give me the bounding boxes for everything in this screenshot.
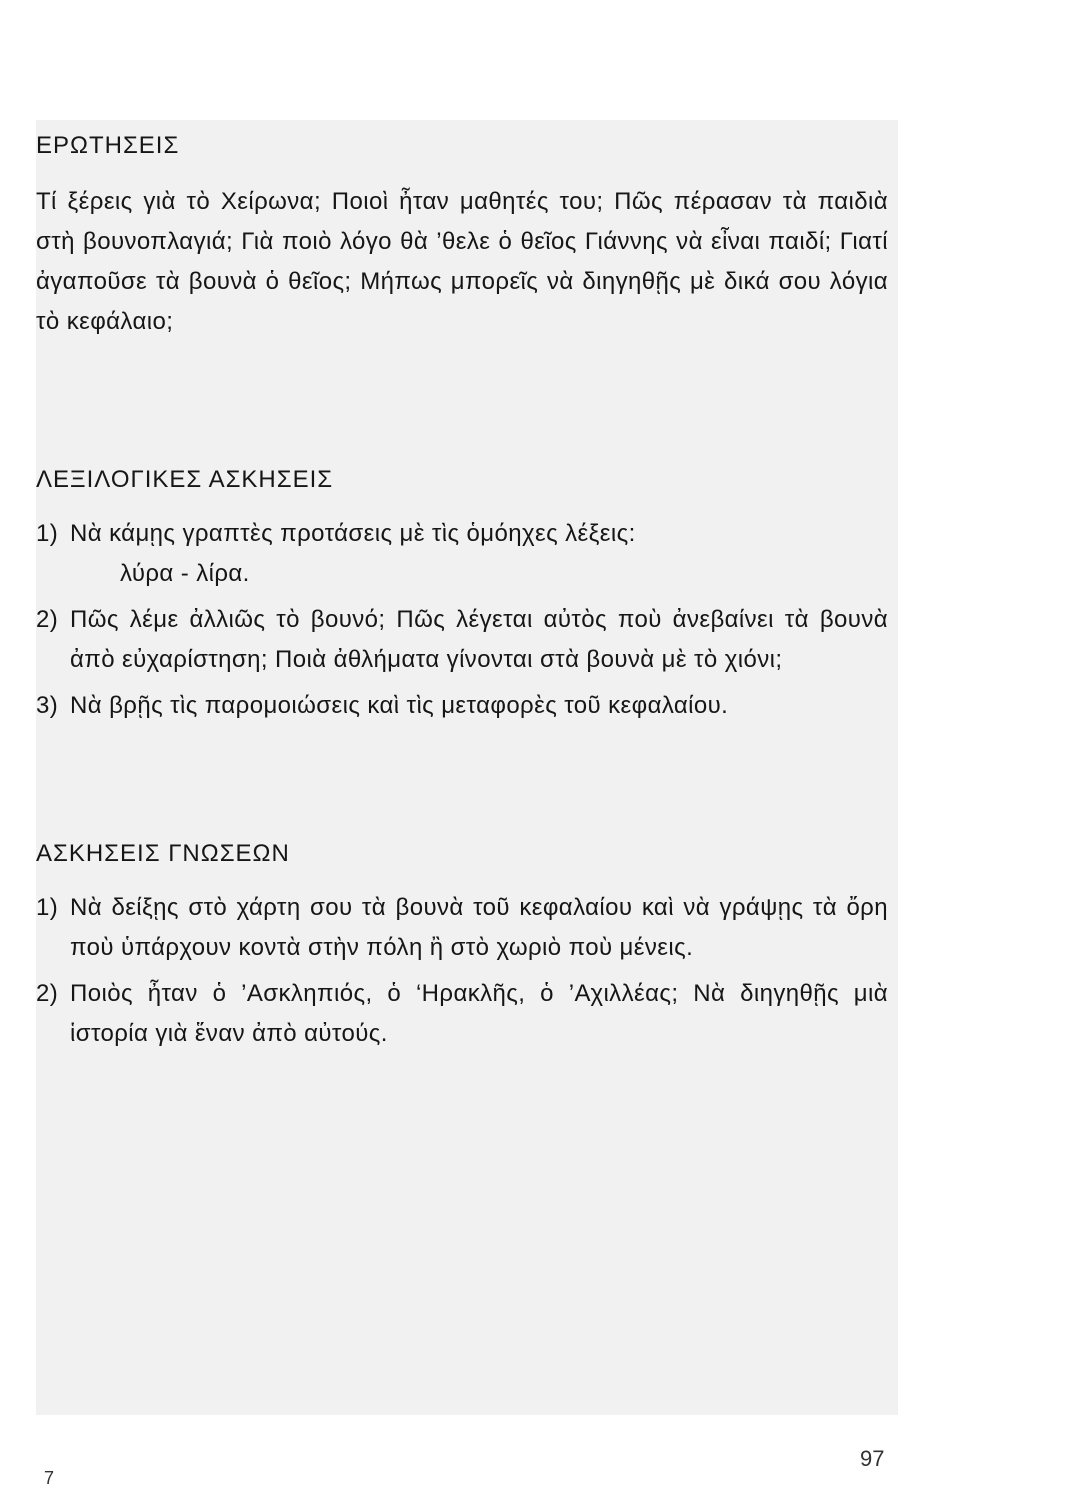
exercise-text: Πῶς λέμε ἀλλιῶς τὸ βουνό; Πῶς λέγεται αὐτὸς ποὺ ἀνεβαίνει τὰ βουνὰ ἀπὸ εὐχαρίστηση; Ποιὰ ἀθλήματα γίνονται στὰ βουνὰ μὲ τὸ χιόνι; [70, 606, 888, 673]
exercise-subtext: λύρα - λίρα. [120, 560, 250, 587]
exercise-number: 2) [36, 606, 59, 633]
vocabulary-exercise-3 [36, 686, 888, 726]
exercise-number: 2) [36, 980, 59, 1007]
exercise-number: 1) [36, 894, 59, 921]
questions-paragraph: Τί ξέρεις γιὰ τὸ Χείρωνα; Ποιοὶ ἦταν μαθητές του; Πῶς πέρασαν τὰ παιδιὰ στὴ βουνοπλαγιά; Γιὰ ποιὸ λόγο θὰ ’θελε ὁ θεῖος Γιάννης νὰ εἶναι παιδί; Γιατί ἀγαποῦσε τὰ βουνὰ ὁ θεῖος; Μήπως μπορεῖς νὰ διηγηθῇς μὲ δικά σου λόγια τὸ κεφάλαιο; [36, 188, 888, 335]
exercise-text-main: Νὰ κάμῃς γραπτὲς προτάσεις μὲ τὶς ὁμόηχες λέξεις: [70, 520, 636, 547]
exercise-text [70, 514, 888, 594]
knowledge-exercise-1 [36, 888, 888, 968]
exercise-text: Ποιὸς ἦταν ὁ ’Ασκληπιός, ὁ ‘Ηρακλῆς, ὁ ’Αχιλλέας; Νὰ διηγηθῇς μιὰ ἱστορία γιὰ ἕναν ἀπὸ αὐτούς. [70, 980, 888, 1047]
vocabulary-exercise-1 [36, 514, 888, 594]
page-content [36, 130, 888, 1054]
signature-mark: 7 [44, 1468, 55, 1488]
knowledge-heading: ΑΣΚΗΣΕΙΣ ΓΝΩΣΕΩΝ [36, 840, 290, 867]
vocabulary-exercise-2 [36, 600, 888, 680]
questions-heading: ΕΡΩΤΗΣΕΙΣ [36, 132, 180, 159]
exercise-text: Νὰ δείξῃς στὸ χάρτη σου τὰ βουνὰ τοῦ κεφαλαίου καὶ νὰ γράψῃς τὰ ὄρη ποὺ ὑπάρχουν κοντὰ στὴν πόλη ἢ στὸ χωριὸ ποὺ μένεις. [70, 894, 888, 961]
knowledge-exercise-2 [36, 974, 888, 1054]
exercise-number: 3) [36, 692, 59, 719]
exercise-text: Νὰ βρῇς τὶς παρομοιώσεις καὶ τὶς μεταφορὲς τοῦ κεφαλαίου. [70, 692, 729, 719]
exercise-number: 1) [36, 520, 59, 547]
page-number: 97 [860, 1446, 885, 1471]
vocabulary-heading: ΛΕΞΙΛΟΓΙΚΕΣ ΑΣΚΗΣΕΙΣ [36, 466, 334, 493]
